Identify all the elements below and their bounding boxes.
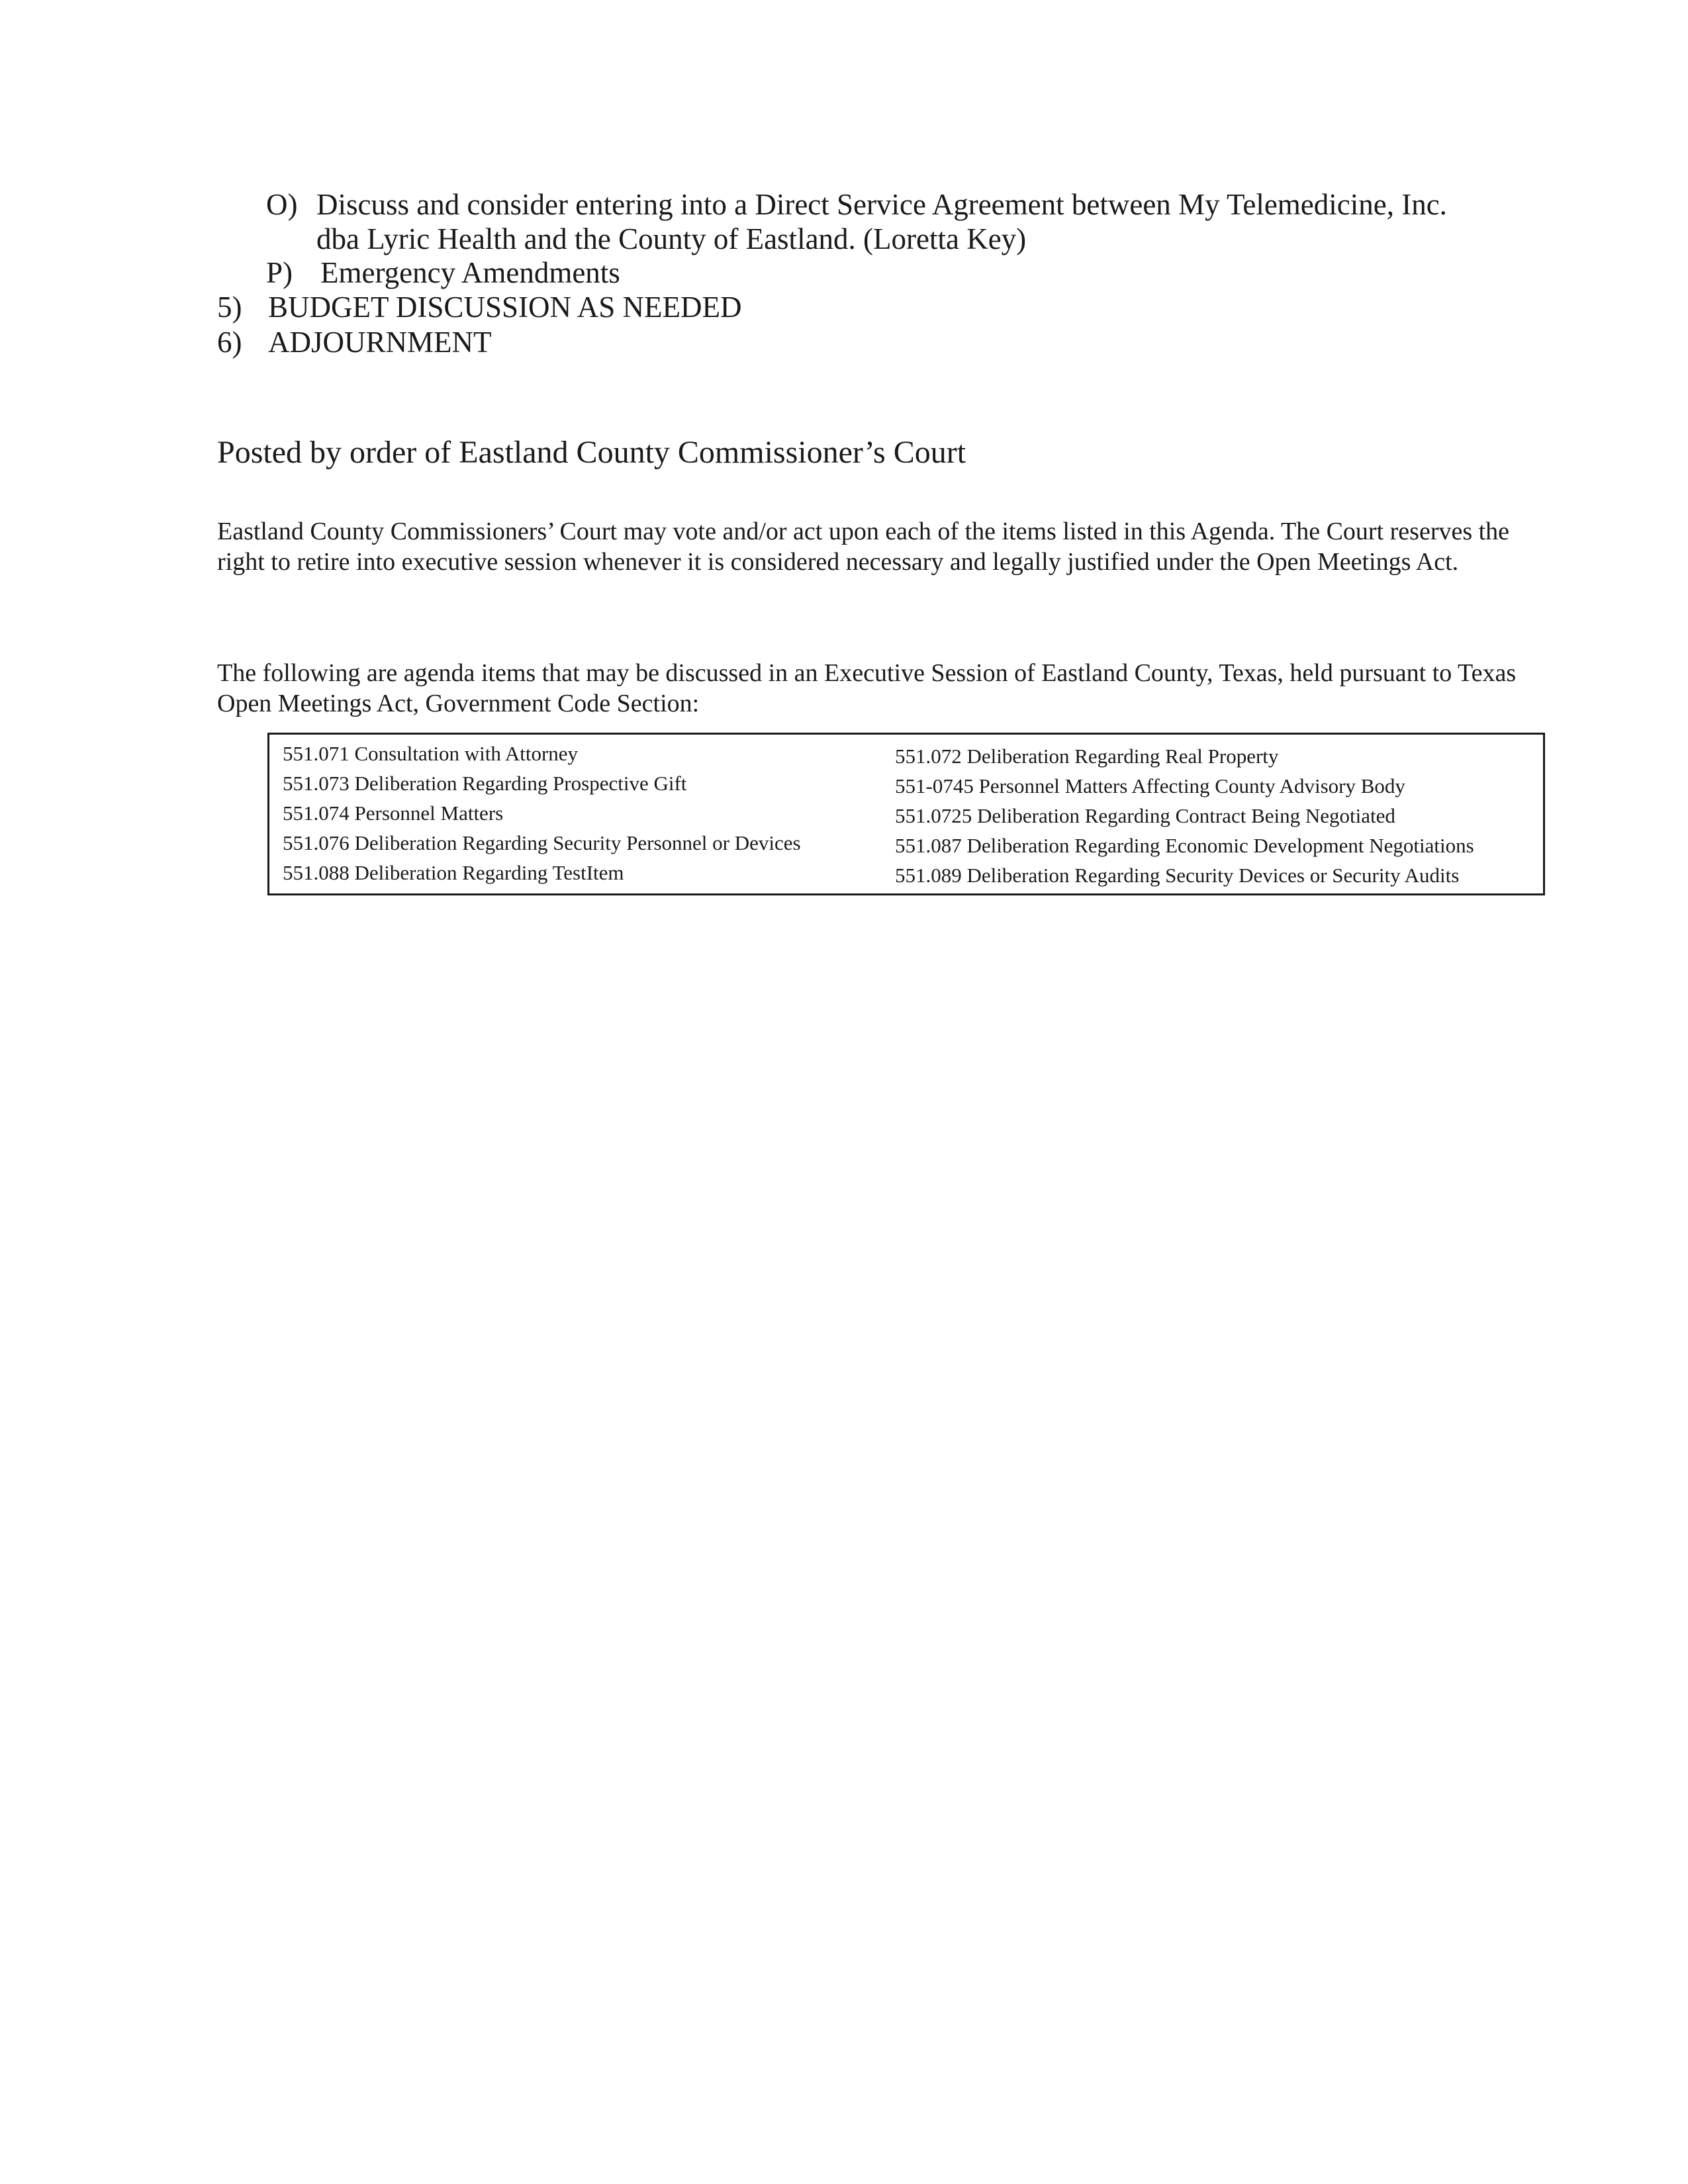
exec-section-right-1: 551.072 Deliberation Regarding Real Property xyxy=(895,745,1279,768)
executive-sections-table xyxy=(267,733,1545,895)
exec-section-right-5: 551.089 Deliberation Regarding Security Devices or Security Audits xyxy=(895,864,1460,887)
agenda-item-5-marker: 5) xyxy=(217,291,242,324)
agenda-item-p-text: Emergency Amendments xyxy=(320,256,620,289)
agenda-item-o-marker: O) xyxy=(266,188,298,221)
exec-section-right-4: 551.087 Deliberation Regarding Economic Development Negotiations xyxy=(895,834,1474,857)
executive-intro-paragraph xyxy=(217,658,1528,719)
agenda-item-o-line-2: dba Lyric Health and the County of Eastland. (Loretta Key) xyxy=(316,222,1027,255)
agenda-item-5-text: BUDGET DISCUSSION AS NEEDED xyxy=(268,291,742,324)
exec-section-left-5: 551.088 Deliberation Regarding TestItem xyxy=(283,861,624,884)
agenda-item-6-text: ADJOURNMENT xyxy=(268,326,492,359)
exec-section-right-3: 551.0725 Deliberation Regarding Contract Being Negotiated xyxy=(895,804,1395,827)
exec-section-right-2: 551-0745 Personnel Matters Affecting County Advisory Body xyxy=(895,774,1405,797)
exec-section-left-4: 551.076 Deliberation Regarding Security Personnel or Devices xyxy=(283,831,801,854)
agenda-item-6-marker: 6) xyxy=(217,326,242,359)
court-notice-paragraph xyxy=(217,516,1528,577)
exec-section-left-3: 551.074 Personnel Matters xyxy=(283,801,504,825)
agenda-item-p-marker: P) xyxy=(266,256,293,289)
exec-section-left-2: 551.073 Deliberation Regarding Prospective Gift xyxy=(283,772,687,795)
executive-intro-text: The following are agenda items that may be discussed in an Executive Session of Eastland County, Texas, held pursuant to Texas Open Meetings Act, Government Code Section: xyxy=(217,659,1517,717)
court-notice-text: Eastland County Commissioners’ Court may vote and/or act upon each of the items listed in this Agenda. The Court reserves the right to retire into executive session whenever it is considered necessary and legally justified under the Open Meetings Act. xyxy=(217,518,1510,576)
agenda-item-o-line-1: Discuss and consider entering into a Direct Service Agreement between My Telemedicine, Inc. xyxy=(316,188,1447,221)
posted-by-heading: Posted by order of Eastland County Commissioner’s Court xyxy=(217,435,966,470)
exec-section-left-1: 551.071 Consultation with Attorney xyxy=(283,742,579,765)
